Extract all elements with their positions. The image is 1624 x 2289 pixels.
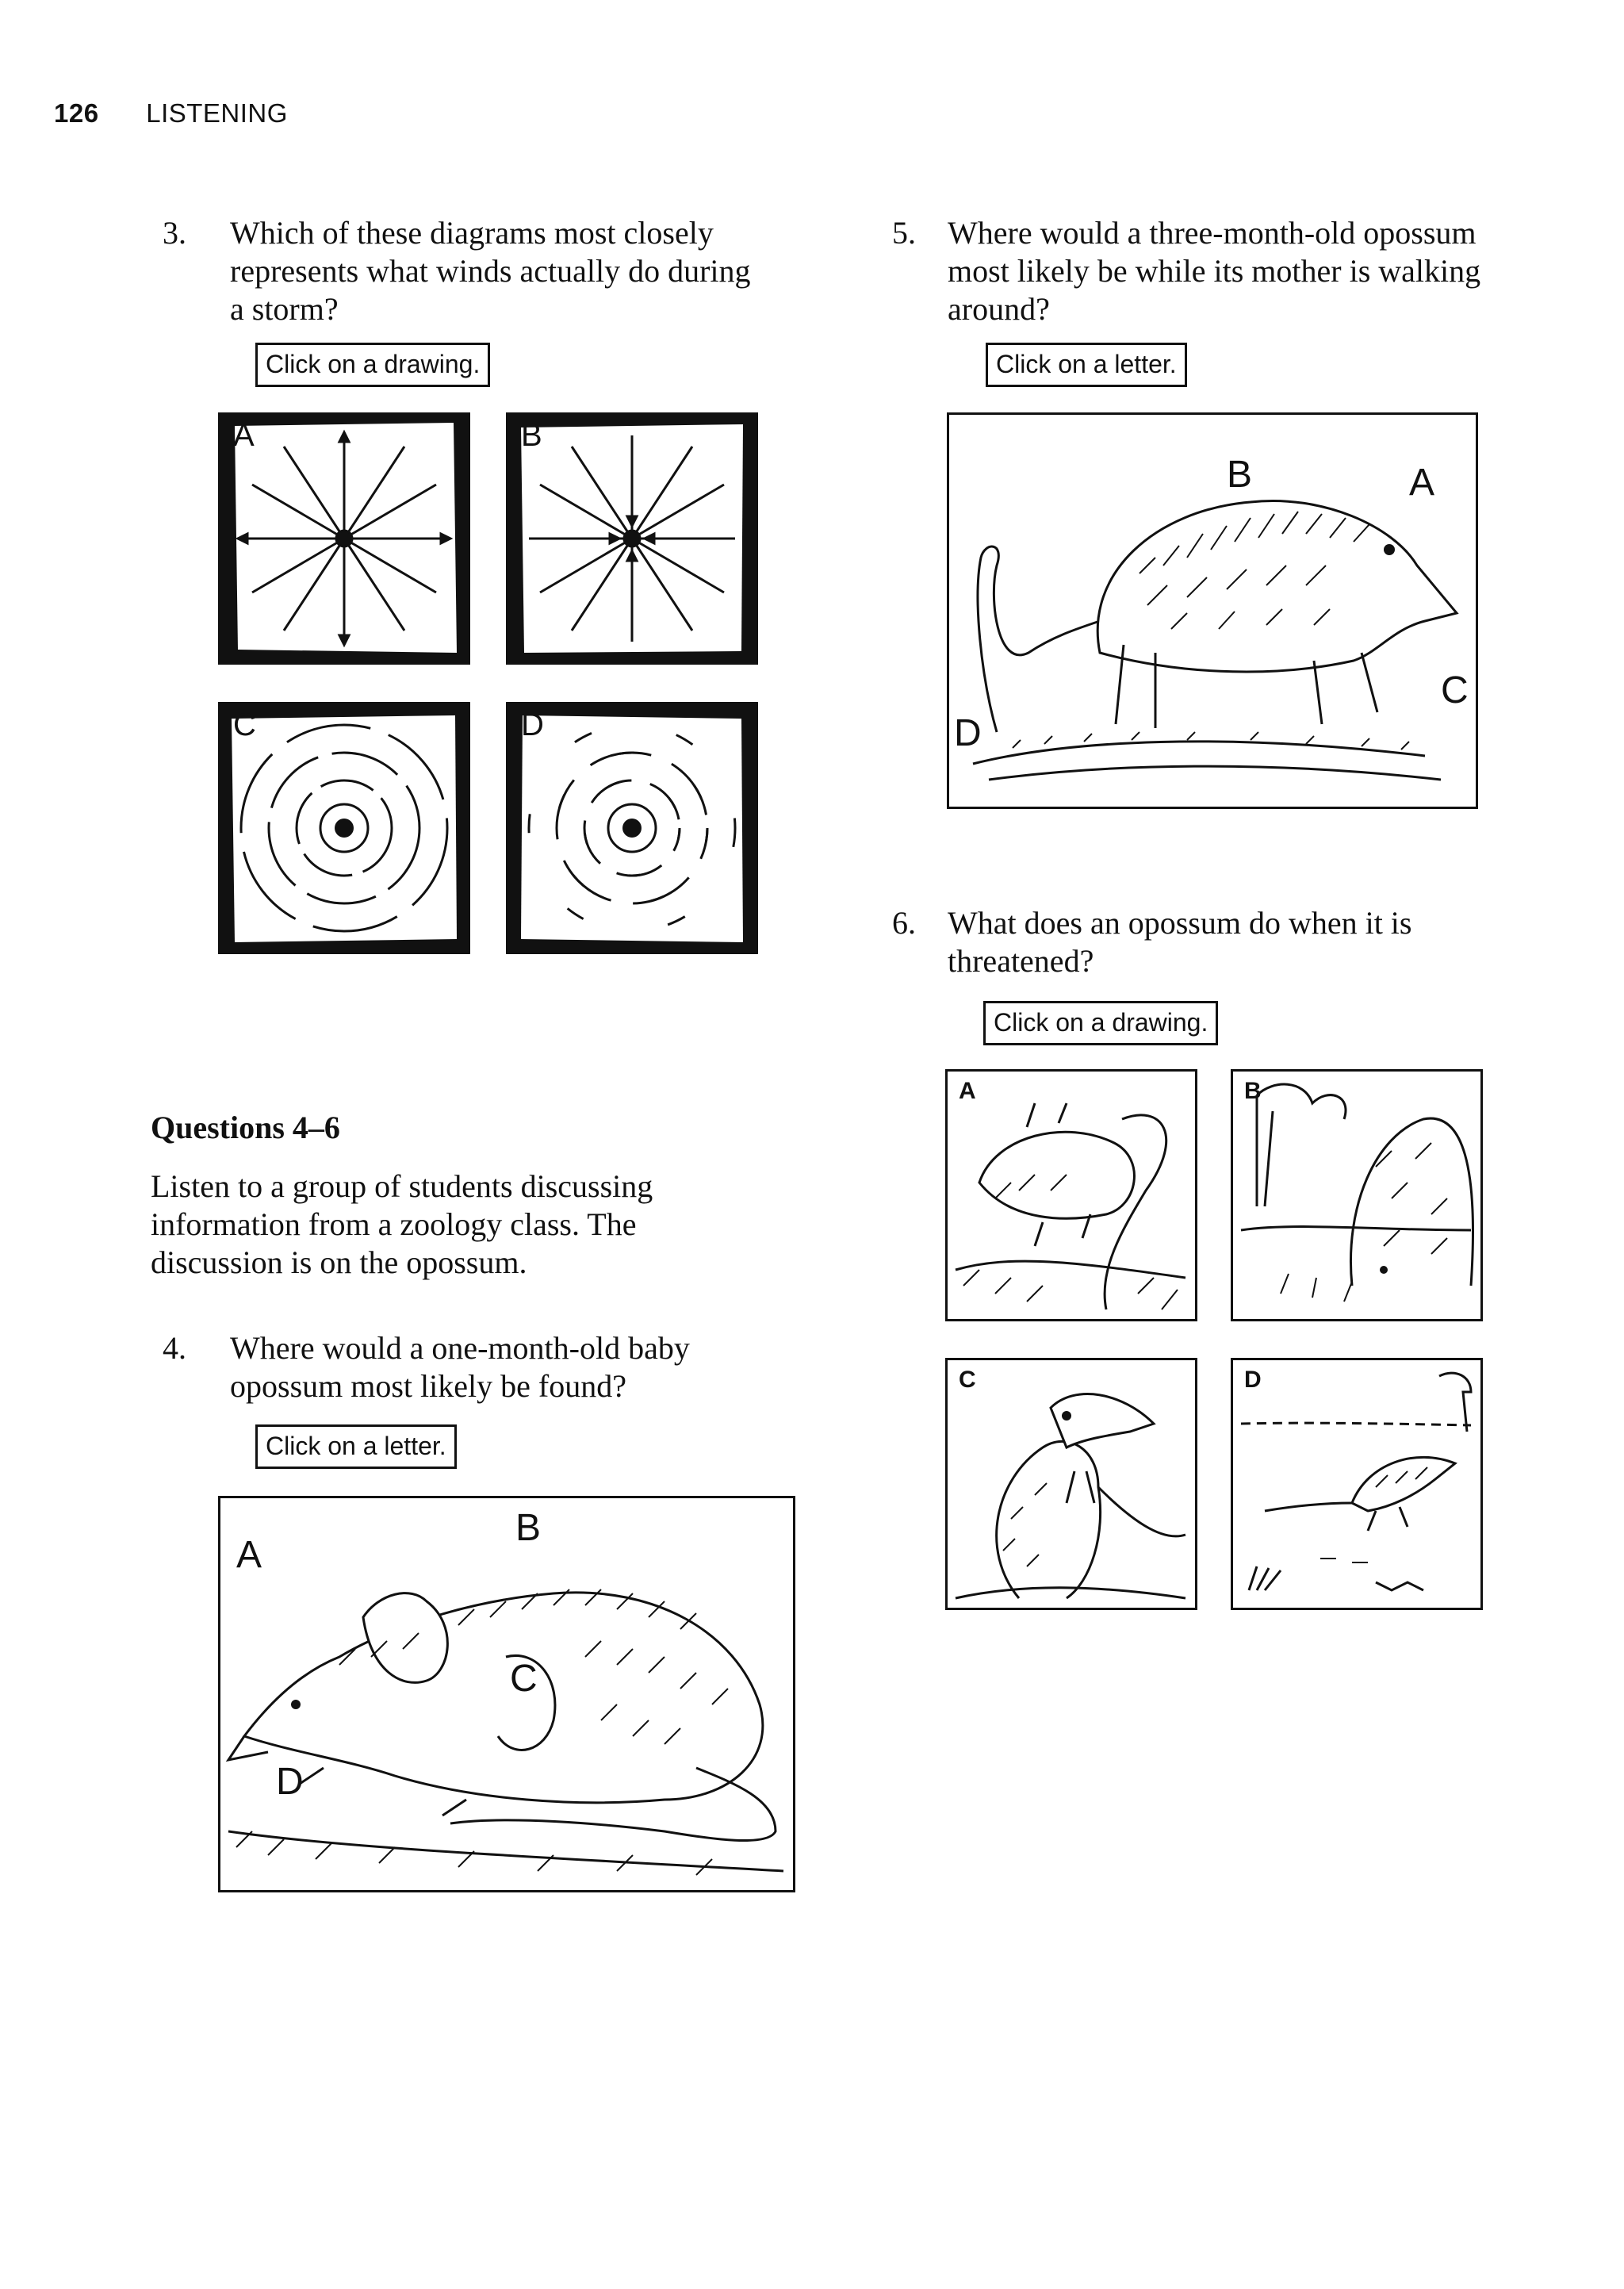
opossum-standing-drawing [948,1360,1195,1608]
question-text-line: opossum most likely be found? [230,1368,626,1404]
behavior-picture-c[interactable] [945,1358,1197,1610]
question-text-line: What does an opossum do when it is [948,905,1412,941]
question-6 [892,904,1574,983]
wind-diagram-b[interactable] [506,412,758,665]
option-label: D [1244,1367,1262,1393]
option-label: C [959,1367,976,1393]
spiral-diagram [220,704,468,952]
question-5 [892,214,1574,333]
position-label[interactable]: B [515,1507,542,1549]
instruction-box: Click on a drawing. [255,343,490,387]
page-header [54,98,288,128]
instruction-line: discussion is on the opossum. [151,1244,527,1280]
spiral-diagram [508,704,756,952]
opossum-with-baby-drawing [220,1498,793,1890]
position-label[interactable]: A [1409,462,1435,504]
position-label[interactable]: B [1227,454,1253,496]
question-text-line: threatened? [948,943,1094,979]
position-label[interactable]: D [954,712,982,754]
option-label: A [959,1078,976,1104]
question-text-line: Which of these diagrams most closely [230,215,714,251]
question-3 [163,214,813,333]
question-number: 5. [892,215,916,251]
question-number: 3. [163,215,186,251]
question-text-line: a storm? [230,291,339,327]
question-text-line: Where would a one-month-old baby [230,1330,690,1366]
behavior-picture-d[interactable] [1231,1358,1483,1610]
option-label: C [233,707,256,742]
position-label[interactable]: C [1441,669,1469,711]
position-label[interactable]: A [236,1534,262,1576]
instruction-line: Listen to a group of students discussing [151,1168,653,1204]
group-heading: Questions 4–6 [151,1110,340,1145]
opossum-playing-dead-drawing [948,1072,1195,1319]
section-title: LISTENING [146,98,288,128]
page-number: 126 [54,98,99,128]
opossum-walking-drawing [949,415,1476,807]
question-text-line: most likely be while its mother is walking [948,253,1481,289]
opossum-hiding-drawing [1233,1072,1480,1319]
instruction-box: Click on a drawing. [983,1001,1218,1045]
instruction-box: Click on a letter. [986,343,1187,387]
question-number: 6. [892,905,916,941]
opossum-nursing-illustration [218,1496,795,1892]
option-label: B [521,418,542,453]
wind-diagram-d[interactable] [506,702,758,954]
question-text-line: represents what winds actually do during [230,253,751,289]
behavior-picture-a[interactable] [945,1069,1197,1321]
radial-inward-diagram [508,415,756,662]
question-text-line: Where would a three-month-old opossum [948,215,1477,251]
option-label: B [1244,1078,1262,1104]
option-label: D [521,707,544,742]
position-label[interactable]: D [276,1761,304,1803]
opossum-running-drawing [1233,1360,1480,1608]
question-text-line: around? [948,291,1050,327]
wind-diagram-c[interactable] [218,702,470,954]
radial-outward-diagram [220,415,468,662]
question-number: 4. [163,1330,186,1366]
option-label: A [233,418,255,453]
position-label[interactable]: C [510,1658,538,1700]
group-instructions [151,1168,785,1282]
instruction-box: Click on a letter. [255,1424,457,1469]
instruction-line: information from a zoology class. The [151,1206,637,1242]
behavior-picture-b[interactable] [1231,1069,1483,1321]
wind-diagram-a[interactable] [218,412,470,665]
question-4 [163,1329,813,1409]
opossum-walking-illustration [947,412,1478,809]
